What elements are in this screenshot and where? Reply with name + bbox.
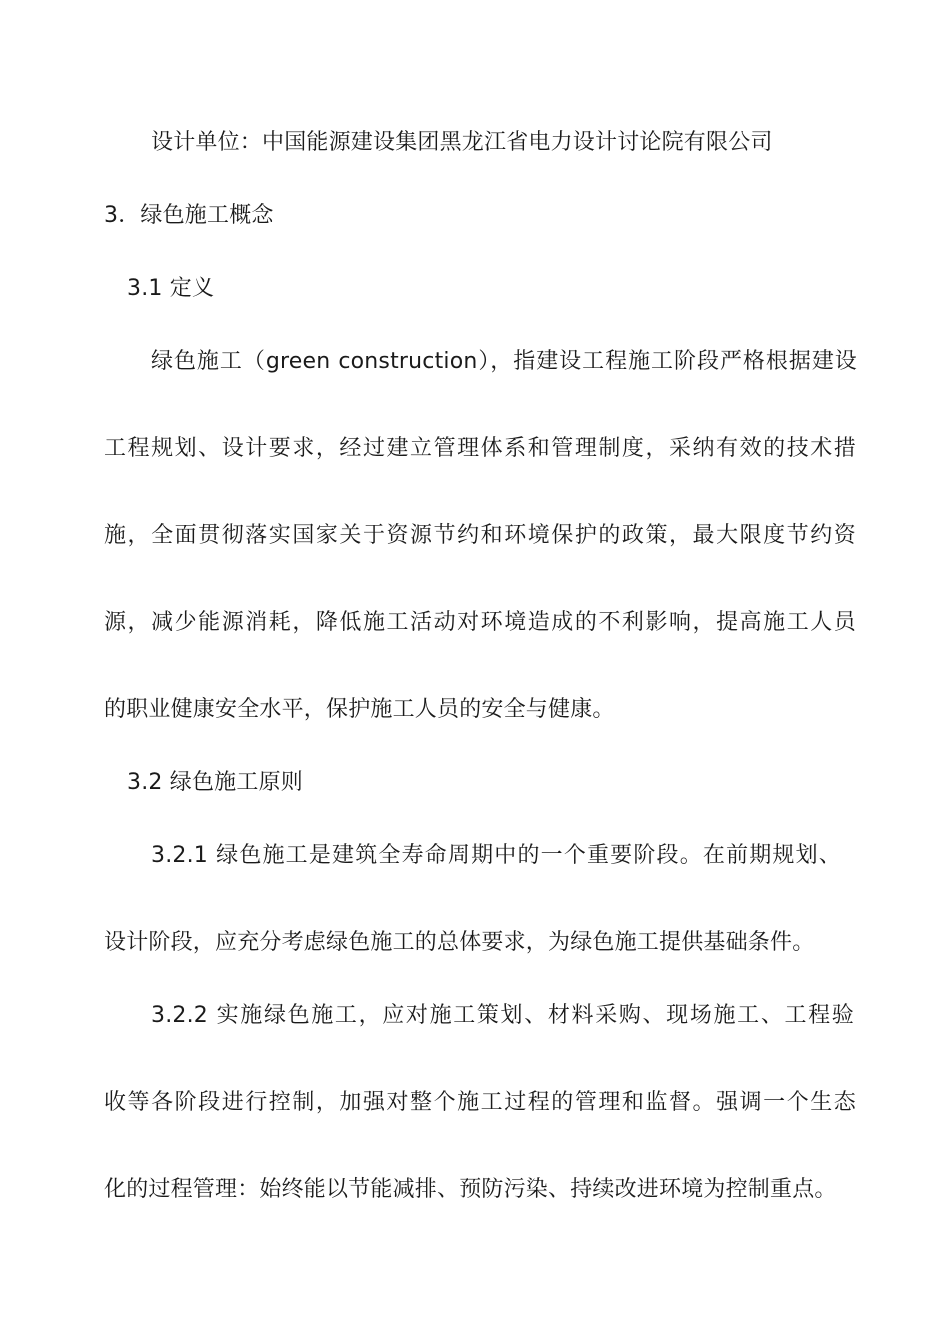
- section-3-2-heading: 3.2 绿色施工原则: [127, 770, 303, 795]
- definition-line-1: 绿色施工（green construction），指建设工程施工阶段严格根据建设: [151, 349, 857, 374]
- principle-3-2-1-line-2: 设计阶段，应充分考虑绿色施工的总体要求，为绿色施工提供基础条件。: [104, 930, 815, 955]
- definition-line-2: 工程规划、设计要求，经过建立管理体系和管理制度，采纳有效的技术措: [104, 436, 856, 461]
- design-unit-line: 设计单位：中国能源建设集团黑龙江省电力设计讨论院有限公司: [151, 130, 773, 155]
- definition-line-4: 源，减少能源消耗，降低施工活动对环境造成的不利影响，提高施工人员: [104, 610, 856, 635]
- principle-3-2-2-line-2: 收等各阶段进行控制，加强对整个施工过程的管理和监督。强调一个生态: [104, 1090, 856, 1115]
- section-3-heading: 3．绿色施工概念: [104, 203, 274, 228]
- definition-line-3: 施，全面贯彻落实国家关于资源节约和环境保护的政策，最大限度节约资: [104, 523, 856, 548]
- definition-line-5: 的职业健康安全水平，保护施工人员的安全与健康。: [104, 697, 615, 722]
- section-3-1-heading: 3.1 定义: [127, 276, 215, 301]
- principle-3-2-2-line-1: 3.2.2 实施绿色施工，应对施工策划、材料采购、现场施工、工程验: [151, 1003, 854, 1028]
- principle-3-2-1-line-1: 3.2.1 绿色施工是建筑全寿命周期中的一个重要阶段。在前期规划、: [151, 843, 841, 868]
- principle-3-2-2-line-3: 化的过程管理：始终能以节能减排、预防污染、持续改进环境为控制重点。: [104, 1177, 837, 1202]
